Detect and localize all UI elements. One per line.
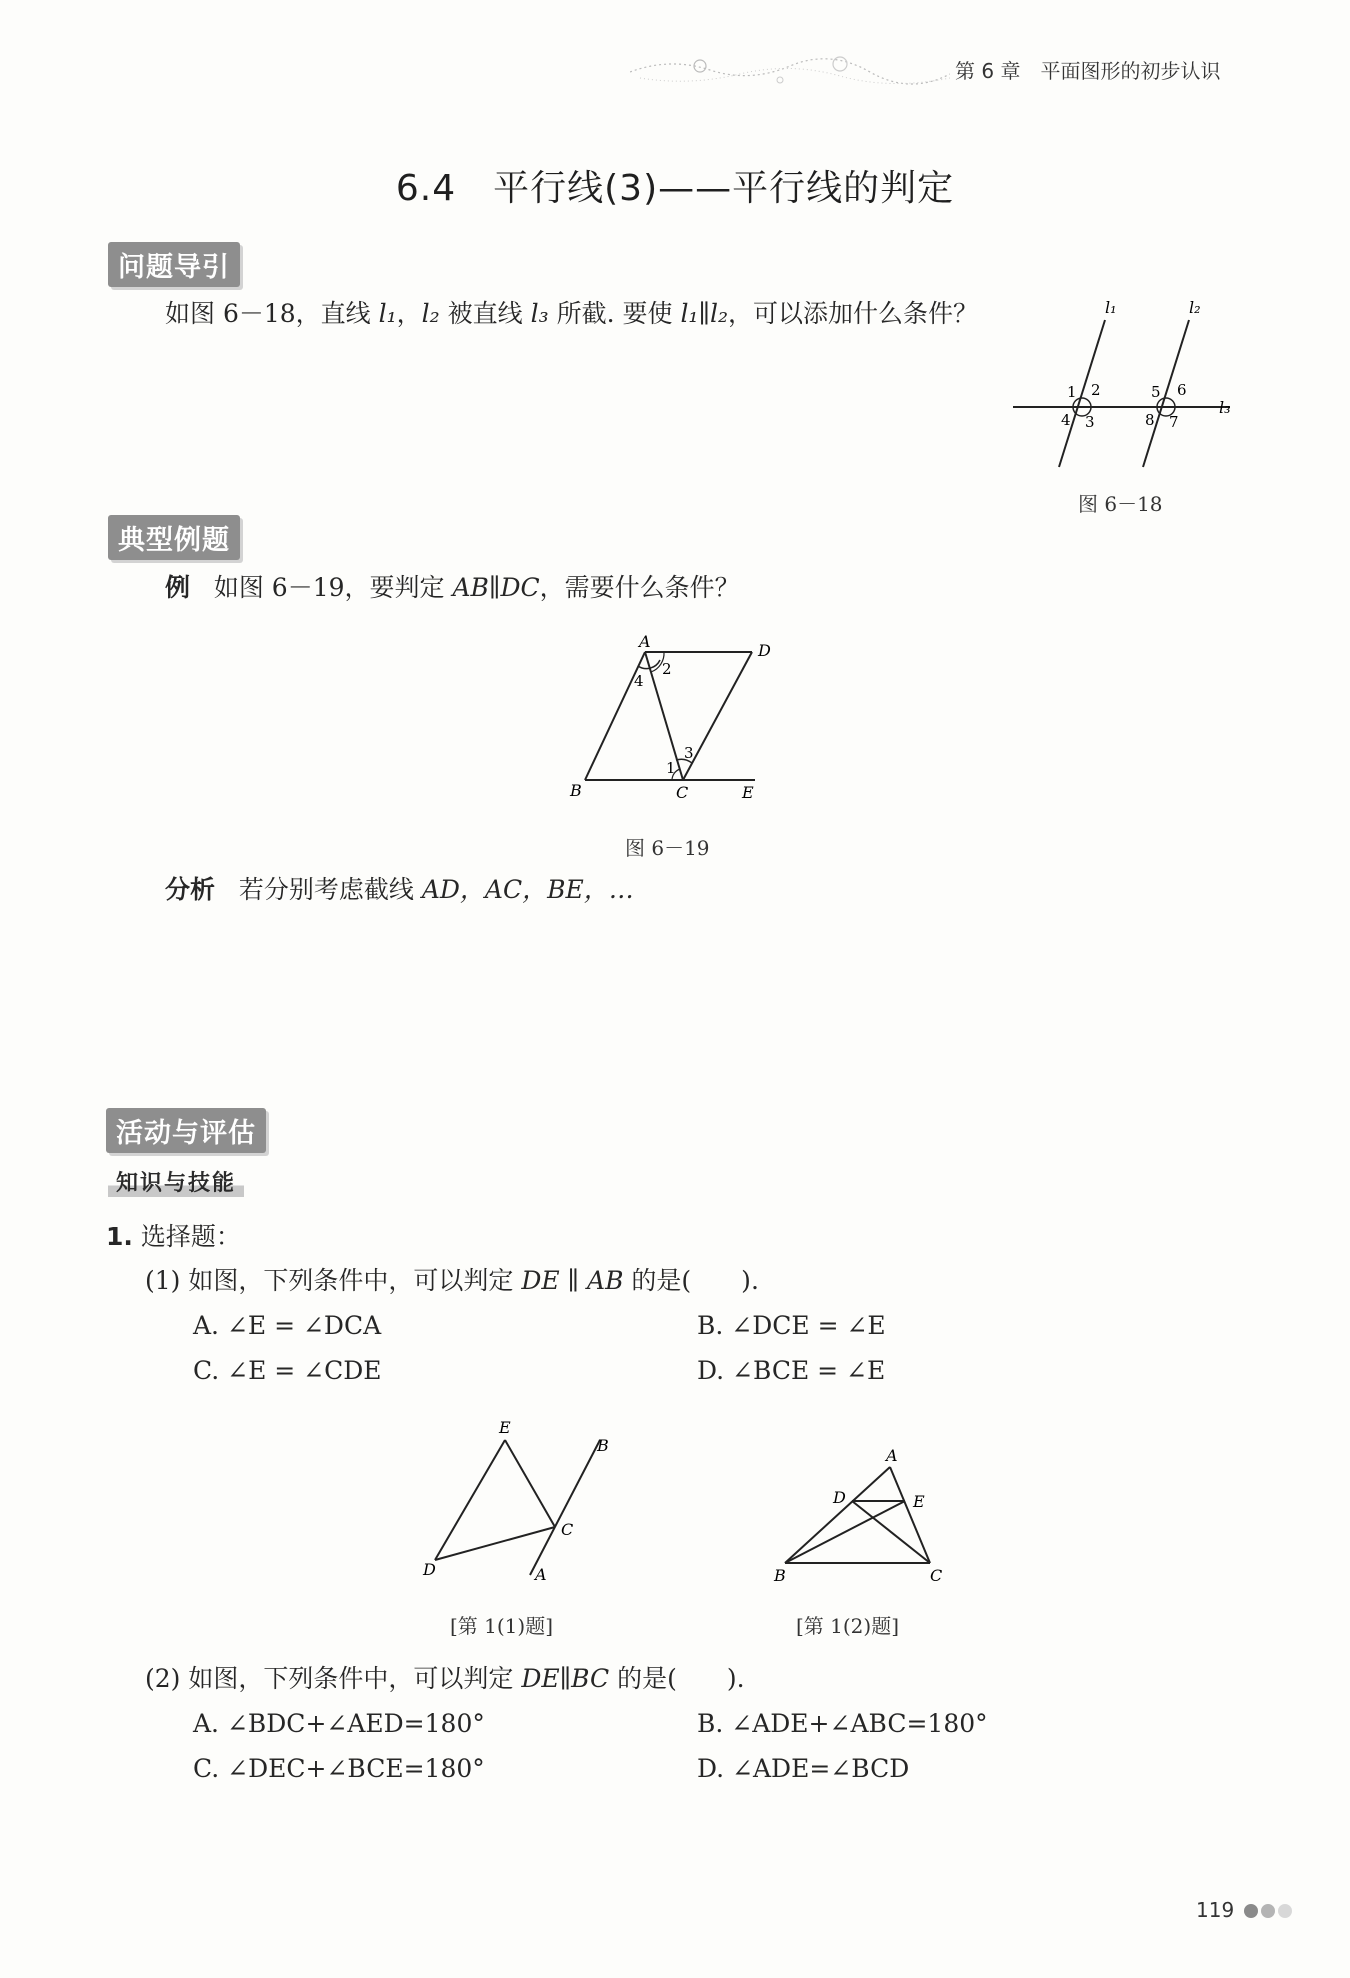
segment-ED [435, 1440, 505, 1560]
angle-2-label: 2 [662, 660, 672, 678]
intro-text [165, 299, 978, 329]
segment-DC [435, 1527, 555, 1560]
point-D: D [758, 641, 771, 660]
figure-q1-2 [770, 1445, 955, 1595]
angle-3: 3 [1085, 413, 1095, 431]
point-C: C [676, 783, 689, 802]
example-label: 例 [165, 573, 191, 602]
point-E: E [742, 783, 754, 802]
page-dot-icon-2 [1261, 1904, 1275, 1918]
angle-4: 4 [1061, 411, 1071, 429]
intro-l2: l₂ [421, 299, 440, 328]
page-number [1196, 1898, 1292, 1922]
section-title: 6.4 平行线(3)——平行线的判定 [395, 168, 955, 209]
intro-l1: l₁ [378, 299, 397, 328]
question-1-number: 1. [106, 1222, 133, 1251]
angle-4-label: 4 [634, 672, 644, 690]
q1-1-option-B[interactable]: B. ∠DCE = ∠E [697, 1311, 886, 1340]
point-A: A [639, 632, 651, 651]
angle-3-label: 3 [684, 744, 694, 762]
point-E: E [913, 1492, 925, 1511]
segment-AB [785, 1467, 890, 1563]
line-AB [530, 1440, 600, 1575]
q1-1-stem-pre: (1) 如图，下列条件中，可以判定 [145, 1266, 522, 1295]
chapter-label: 第 6 章 平面图形的初步认识 [955, 59, 1221, 83]
intro-text-pre: 如图 6－18，直线 [165, 299, 379, 328]
example-text-pre: 如图 6－19，要判定 [213, 573, 453, 602]
intro-text-mid2: 所截. 要使 [548, 299, 681, 328]
angle-7: 7 [1169, 413, 1179, 431]
example-text [165, 573, 740, 603]
intro-condition: l₁∥l₂ [680, 299, 729, 328]
figure-6-19 [560, 630, 775, 810]
point-B: B [774, 1566, 786, 1585]
angle-1: 1 [1067, 383, 1077, 401]
q1-2-stem-cond: DE∥BC [521, 1664, 610, 1693]
page-dot-icon-1 [1244, 1904, 1258, 1918]
q1-2-option-A[interactable]: A. ∠BDC+∠AED=180° [193, 1709, 485, 1738]
figure-6-18 [1005, 295, 1250, 475]
question-1-title-text: 选择题： [140, 1222, 241, 1251]
q1-1-stem-cond: DE ∥ AB [521, 1266, 624, 1295]
point-D: D [423, 1560, 436, 1579]
point-C: C [930, 1566, 943, 1585]
q1-2-option-C[interactable]: C. ∠DEC+∠BCE=180° [193, 1754, 485, 1783]
segment-AC [890, 1467, 930, 1563]
label-l1: l₁ [1105, 298, 1117, 317]
point-A: A [886, 1446, 898, 1465]
caption-fig-6-19: 图 6－19 [625, 836, 710, 860]
angle-2: 2 [1091, 381, 1101, 399]
figure-q1-1 [415, 1415, 620, 1590]
intro-l3: l₃ [530, 299, 549, 328]
q1-1-option-C[interactable]: C. ∠E = ∠CDE [193, 1356, 382, 1385]
tag-typical-example: 典型例题 [108, 515, 240, 560]
page-dot-icon-3 [1278, 1904, 1292, 1918]
q1-2-stem-post: 的是( ). [609, 1664, 745, 1693]
caption-fig-6-18: 图 6－18 [1078, 492, 1163, 516]
page-number-text: 119 [1196, 1898, 1235, 1922]
q1-1-stem-post: 的是( ). [623, 1266, 759, 1295]
analysis-lines: AD，AC，BE，… [421, 875, 634, 904]
angle-1-label: 1 [666, 759, 676, 777]
q1-2-option-D[interactable]: D. ∠ADE=∠BCD [697, 1754, 910, 1783]
example-condition: AB∥DC [452, 573, 540, 602]
intro-text-mid: 被直线 [439, 299, 531, 328]
label-l2: l₂ [1189, 298, 1201, 317]
analysis-label: 分析 [165, 875, 216, 904]
caption-q1-2: [第 1(2)题] [796, 1614, 900, 1638]
point-D: D [833, 1488, 846, 1507]
q1-2-stem [145, 1664, 745, 1694]
caption-q1-1: [第 1(1)题] [450, 1614, 554, 1638]
angle-5: 5 [1151, 383, 1161, 401]
example-text-post: ，需要什么条件？ [539, 573, 740, 602]
point-B: B [597, 1436, 609, 1455]
tag-question-intro: 问题导引 [108, 242, 240, 287]
segment-EC [505, 1440, 555, 1527]
q1-1-stem [145, 1266, 759, 1296]
q1-2-stem-pre: (2) 如图，下列条件中，可以判定 [145, 1664, 522, 1693]
q1-1-option-A[interactable]: A. ∠E = ∠DCA [193, 1311, 382, 1340]
tag-activity: 活动与评估 [106, 1108, 266, 1153]
point-B: B [570, 781, 582, 800]
intro-sep: ， [396, 299, 422, 328]
q1-1-option-D[interactable]: D. ∠BCE = ∠E [697, 1356, 886, 1385]
question-1-title [106, 1222, 241, 1252]
analysis-text [165, 875, 634, 905]
point-A: A [535, 1565, 547, 1584]
q1-2-option-B[interactable]: B. ∠ADE+∠ABC=180° [697, 1709, 988, 1738]
analysis-text-pre: 若分别考虑截线 [238, 875, 422, 904]
header-decoration [630, 52, 950, 92]
segment-EB [785, 1501, 905, 1563]
angle-6: 6 [1177, 381, 1187, 399]
label-l3: l₃ [1219, 398, 1231, 417]
tag-knowledge-skills: 知识与技能 [108, 1164, 244, 1203]
point-E: E [499, 1418, 511, 1437]
angle-8: 8 [1145, 411, 1155, 429]
point-C: C [561, 1520, 574, 1539]
intro-text-post: ，可以添加什么条件？ [728, 299, 979, 328]
